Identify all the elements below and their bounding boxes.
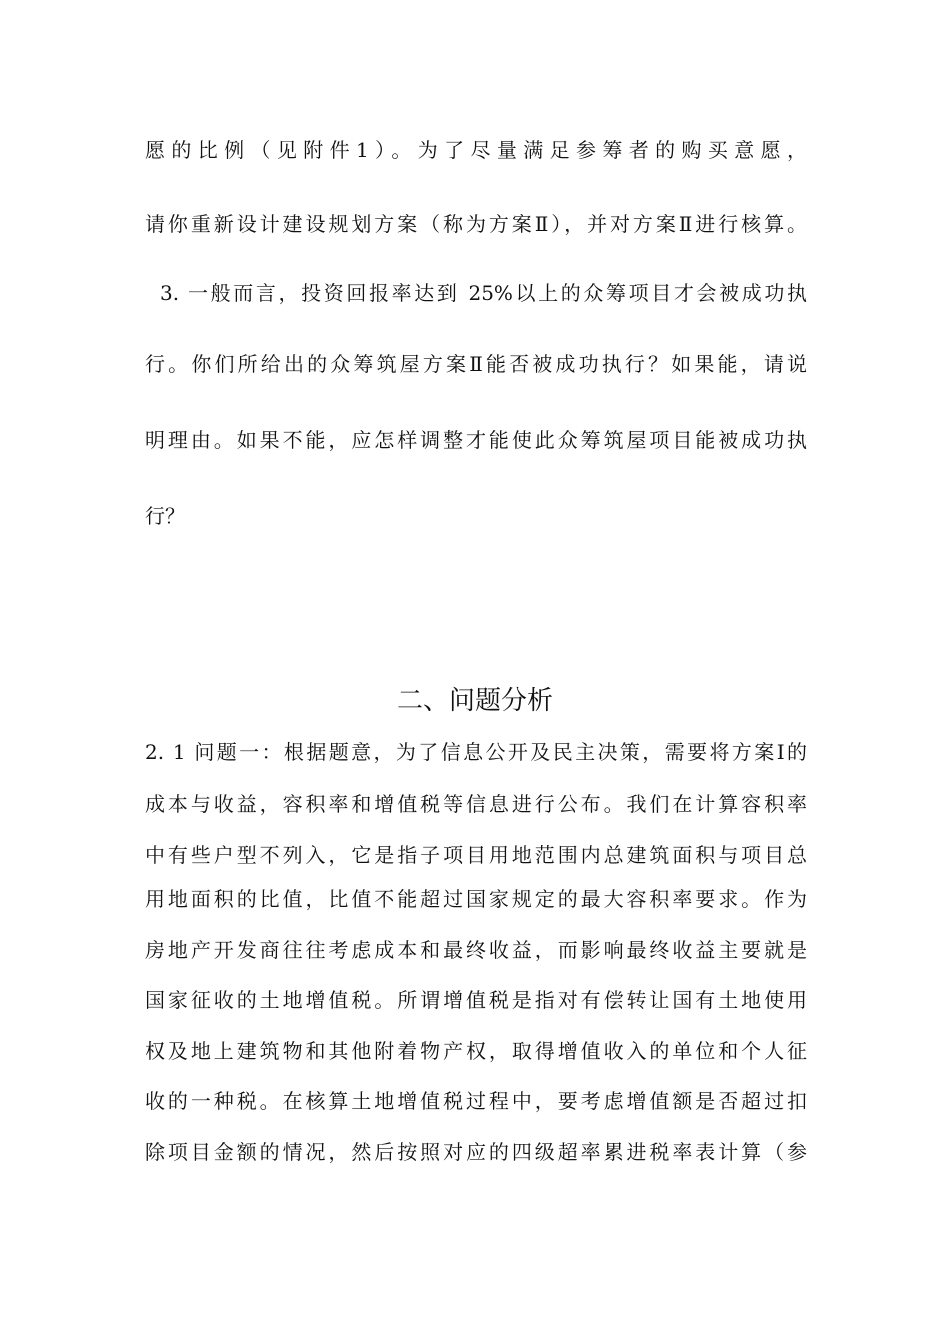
paragraph-line: 中有些户型不列入，它是指子项目用地范围内总建筑面积与项目总 [145, 843, 807, 867]
paragraph-line: 国家征收的土地增值税。所谓增值税是指对有偿转让国有土地使用 [145, 988, 807, 1012]
paragraph-line: 除项目金额的情况，然后按照对应的四级超率累进税率表计算（参 [145, 1140, 807, 1164]
paragraph-line: 明理由。如果不能，应怎样调整才能使此众筹筑屋项目能被成功执 [145, 428, 807, 452]
paragraph-line: 愿的比例（见附件1）。为了尽量满足参筹者的购买意愿， [145, 138, 807, 162]
paragraph-line: 房地产开发商往往考虑成本和最终收益，而影响最终收益主要就是 [145, 938, 807, 962]
paragraph-line: 成本与收益，容积率和增值税等信息进行公布。我们在计算容积率 [145, 792, 807, 816]
paragraph-line: 权及地上建筑物和其他附着物产权，取得增值收入的单位和个人征 [145, 1039, 807, 1063]
paragraph-line: 收的一种税。在核算土地增值税过程中，要考虑增值额是否超过扣 [145, 1089, 807, 1113]
paragraph-line: 2. 1 问题一：根据题意，为了信息公开及民主决策，需要将方案Ⅰ的 [145, 740, 807, 764]
paragraph-line: 行。你们所给出的众筹筑屋方案Ⅱ能否被成功执行？如果能，请说 [145, 352, 807, 376]
paragraph-line: 3. 一般而言，投资回报率达到 25%以上的众筹项目才会被成功执 [160, 281, 807, 305]
paragraph-line: 请你重新设计建设规划方案（称为方案Ⅱ），并对方案Ⅱ进行核算。 [145, 212, 807, 236]
paragraph-line: 用地面积的比值，比值不能超过国家规定的最大容积率要求。作为 [145, 887, 807, 911]
paragraph-line: 行？ [145, 504, 185, 528]
section-heading: 二、问题分析 [396, 686, 553, 716]
